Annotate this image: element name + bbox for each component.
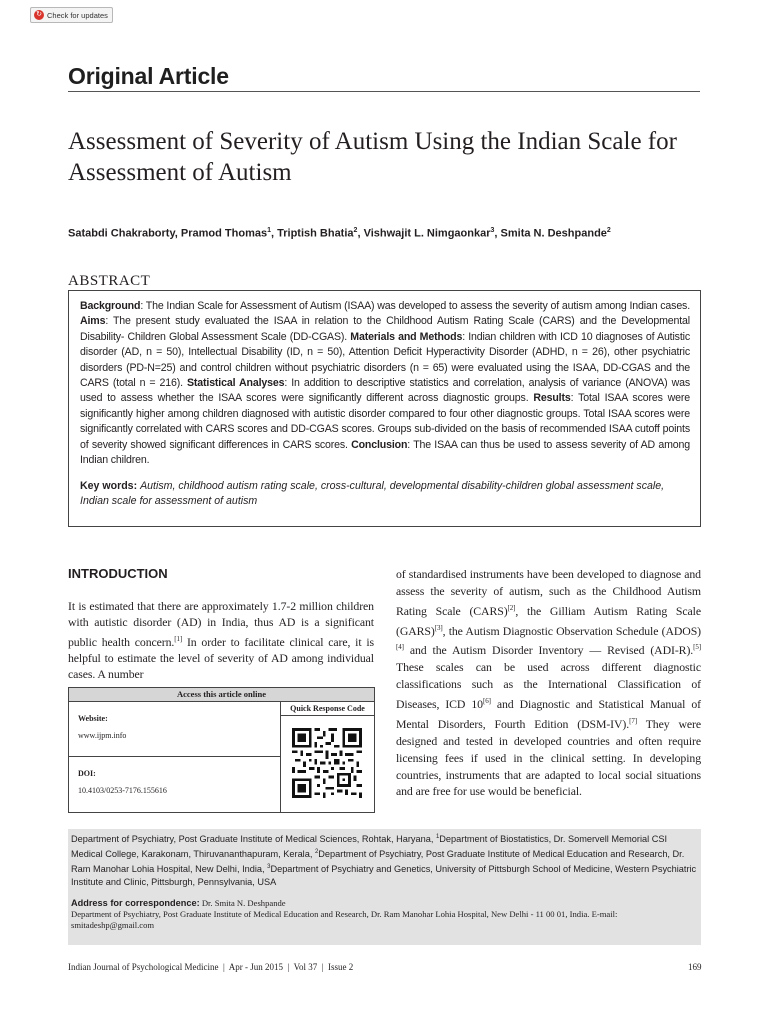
abstract-text: Background: The Indian Scale for Assessment of Autism (ISAA) was developed to assess the severity of autism among Indian cases. Aims: The present study evaluated the ISAA in relation to the Childhood Autism Rating Scale (CARS) and the Developmental Disability- Children Global Assessment Scale (DD-CGAS). Materials and Methods: Indian children with ICD 10 diagnoses of Autistic disorder (AD, n = 50), Intellectual Disability (ID, n = 50), Attention Deficit Hyperactivity Disorder (ADHD, n = 26), other psychiatric disorders (PD-N=25) and control children without psychiatric disorders (n = 65) were evaluated using the ISAA, DD-CGAS and the CARS (total n = 216). Statistical Analyses: In addition to descriptive statistics and correlation, analysis of variance (ANOVA) was used to assess whether the ISAA scores were significantly different across diagnostic groups. Results: Total ISAA scores were significantly higher among children diagnosed with autistic disorder compared to four other diagnostic groups. Total ISAA scores were significantly correlated with CARS scores and DD-CGAS scores. Groups sub-divided on the basis of recommended ISAA cutoff points of severity showed significant differences in CARS scores. Conclusion: The ISAA can thus be used to assess severity of AD among Indian children. <box>80 300 690 467</box>
doi-label: DOI: <box>78 769 96 778</box>
doi-link[interactable]: 10.4103/0253-7176.155616 <box>78 786 167 795</box>
affiliation-marker[interactable]: 2 <box>314 849 319 856</box>
citation-ref[interactable]: [5] <box>693 643 701 652</box>
author-name: Vishwajit L. Nimgaonkar <box>363 227 491 240</box>
abstract-section-label: Background <box>80 300 141 312</box>
abstract-box <box>68 290 701 527</box>
author-affiliation-ref[interactable]: 3 <box>490 227 495 234</box>
affiliation-marker[interactable]: 1 <box>435 834 440 840</box>
author-affiliation-ref[interactable]: 2 <box>606 227 611 234</box>
qr-code-label: Quick Response Code <box>281 702 374 716</box>
section-label: Original Article <box>68 63 229 89</box>
abstract-heading: ABSTRACT <box>68 273 151 289</box>
affiliations-text: Department of Psychiatry, Post Graduate Institute of Medical Sciences, Rohtak, Haryana, $^1$Department of Biostatistics, Dr. Somervell Memorial CSI Medical College, Karakonam, Thiruvananthapuram, Kerala, $^2$Department of Psychiatry, Post Graduate Institute of Medical Education and Research, Dr. Ram Manohar Lohia Hospital, New Delhi, India, $^3$Department of Psychiatry and Genetics, University of Pittsburgh School of Medicine, Western Psychiatric Institute and Clinic, Pittsburgh, Pennsylvania, USA <box>71 834 697 888</box>
author-name: Triptish Bhatia <box>277 227 354 240</box>
check-for-updates-button[interactable] <box>30 7 113 23</box>
article-title: Assessment of Severity of Autism Using the Indian Scale for Assessment of Autism <box>68 128 677 186</box>
section-rule <box>68 91 700 92</box>
journal-footer: Indian Journal of Psychological Medicine | Apr - Jun 2015 | Vol 37 | Issue 2 <box>68 962 354 972</box>
correspondence-name: Dr. Smita N. Deshpande <box>201 898 286 909</box>
correspondence-address: Department of Psychiatry, Post Graduate Institute of Medical Education and Research, Dr. Ram Manohar Lohia Hospital, New Delhi - 11 00 01, India. E-mail: smitadeshp@gmail.com <box>71 909 618 931</box>
citation-ref[interactable]: [6] <box>482 697 491 706</box>
author-list: Satabdi Chakraborty, Pramod Thomas$^1$, Triptish Bhatia$^2$, Vishwajit L. Nimgaonkar$^3$, Smita N. Deshpande$^2$ <box>68 227 611 240</box>
author-name: Pramod Thomas <box>180 227 268 240</box>
citation-ref[interactable]: [4] <box>396 643 404 652</box>
citation-ref[interactable]: [2] <box>507 603 516 612</box>
check-for-updates-label: Check for updates <box>47 10 108 20</box>
abstract-section-label: Aims <box>80 315 106 328</box>
author-affiliation-ref[interactable]: 2 <box>353 227 358 234</box>
citation-ref[interactable]: [7] <box>629 716 637 725</box>
access-box-heading: Access this article online <box>69 688 374 702</box>
citation-ref[interactable]: [3] <box>434 623 443 632</box>
affiliations-box <box>68 829 701 945</box>
abstract-section-label: Results <box>533 392 571 405</box>
author-name: Smita N. Deshpande <box>500 227 607 240</box>
website-label: Website: <box>78 714 108 723</box>
author-affiliation-ref[interactable]: 1 <box>267 227 271 234</box>
introduction-heading: INTRODUCTION <box>68 566 168 581</box>
introduction-right-column: of standardised instruments have been developed to diagnose and assess the severity of autism, such as the Childhood Autism Rating Scale (CARS)[2], the Gilliam Autism Rating Scale (GARS)[3], the Autism Diagnostic Observation Schedule (ADOS)[4] and the Autism Disorder Inventory — Revised (ADI-R).[5] These scales can be used across different diagnostic classifications such as the International Classification of Diseases, ICD 10[6] and Diagnostic and Statistical Manual of Mental Disorders, Fourth Edition (DSM-IV).[7] They were designed and tested in developed countries and often require licensing fees if used in the clinical setting. In developing countries, instruments that are adapted to local social situations and are free for use would be beneficial. <box>396 567 701 799</box>
correspondence <box>71 898 701 931</box>
keywords-label: Key words: <box>80 480 138 493</box>
abstract-section-label: Conclusion <box>351 438 408 451</box>
qr-code-icon[interactable] <box>292 728 362 798</box>
website-link[interactable]: www.ijpm.info <box>78 731 127 740</box>
correspondence-label: Address for correspondence: <box>71 898 200 909</box>
access-article-box <box>68 687 375 813</box>
introduction-left-column: It is estimated that there are approximately 1.7-2 million children with autistic disorder (AD) in India, thus AD is a significant public health concern.[1] In order to facilitate clinical care, it is helpful to estimate the level of severity of AD among individual cases. A number <box>68 599 374 682</box>
affiliation-marker[interactable]: 3 <box>267 864 271 871</box>
abstract-section-label: Materials and Methods <box>350 330 463 343</box>
keywords <box>80 479 690 508</box>
update-icon: ↻ <box>34 10 44 20</box>
page-number: 169 <box>688 962 702 972</box>
author-name: Satabdi Chakraborty <box>68 227 175 240</box>
abstract-section-label: Statistical Analyses <box>186 377 285 390</box>
keywords-text: Autism, childhood autism rating scale, cross-cultural, developmental disability-children global assessment scale, Indian scale for assessment of autism <box>80 480 665 507</box>
citation-ref[interactable]: [1] <box>174 634 183 643</box>
